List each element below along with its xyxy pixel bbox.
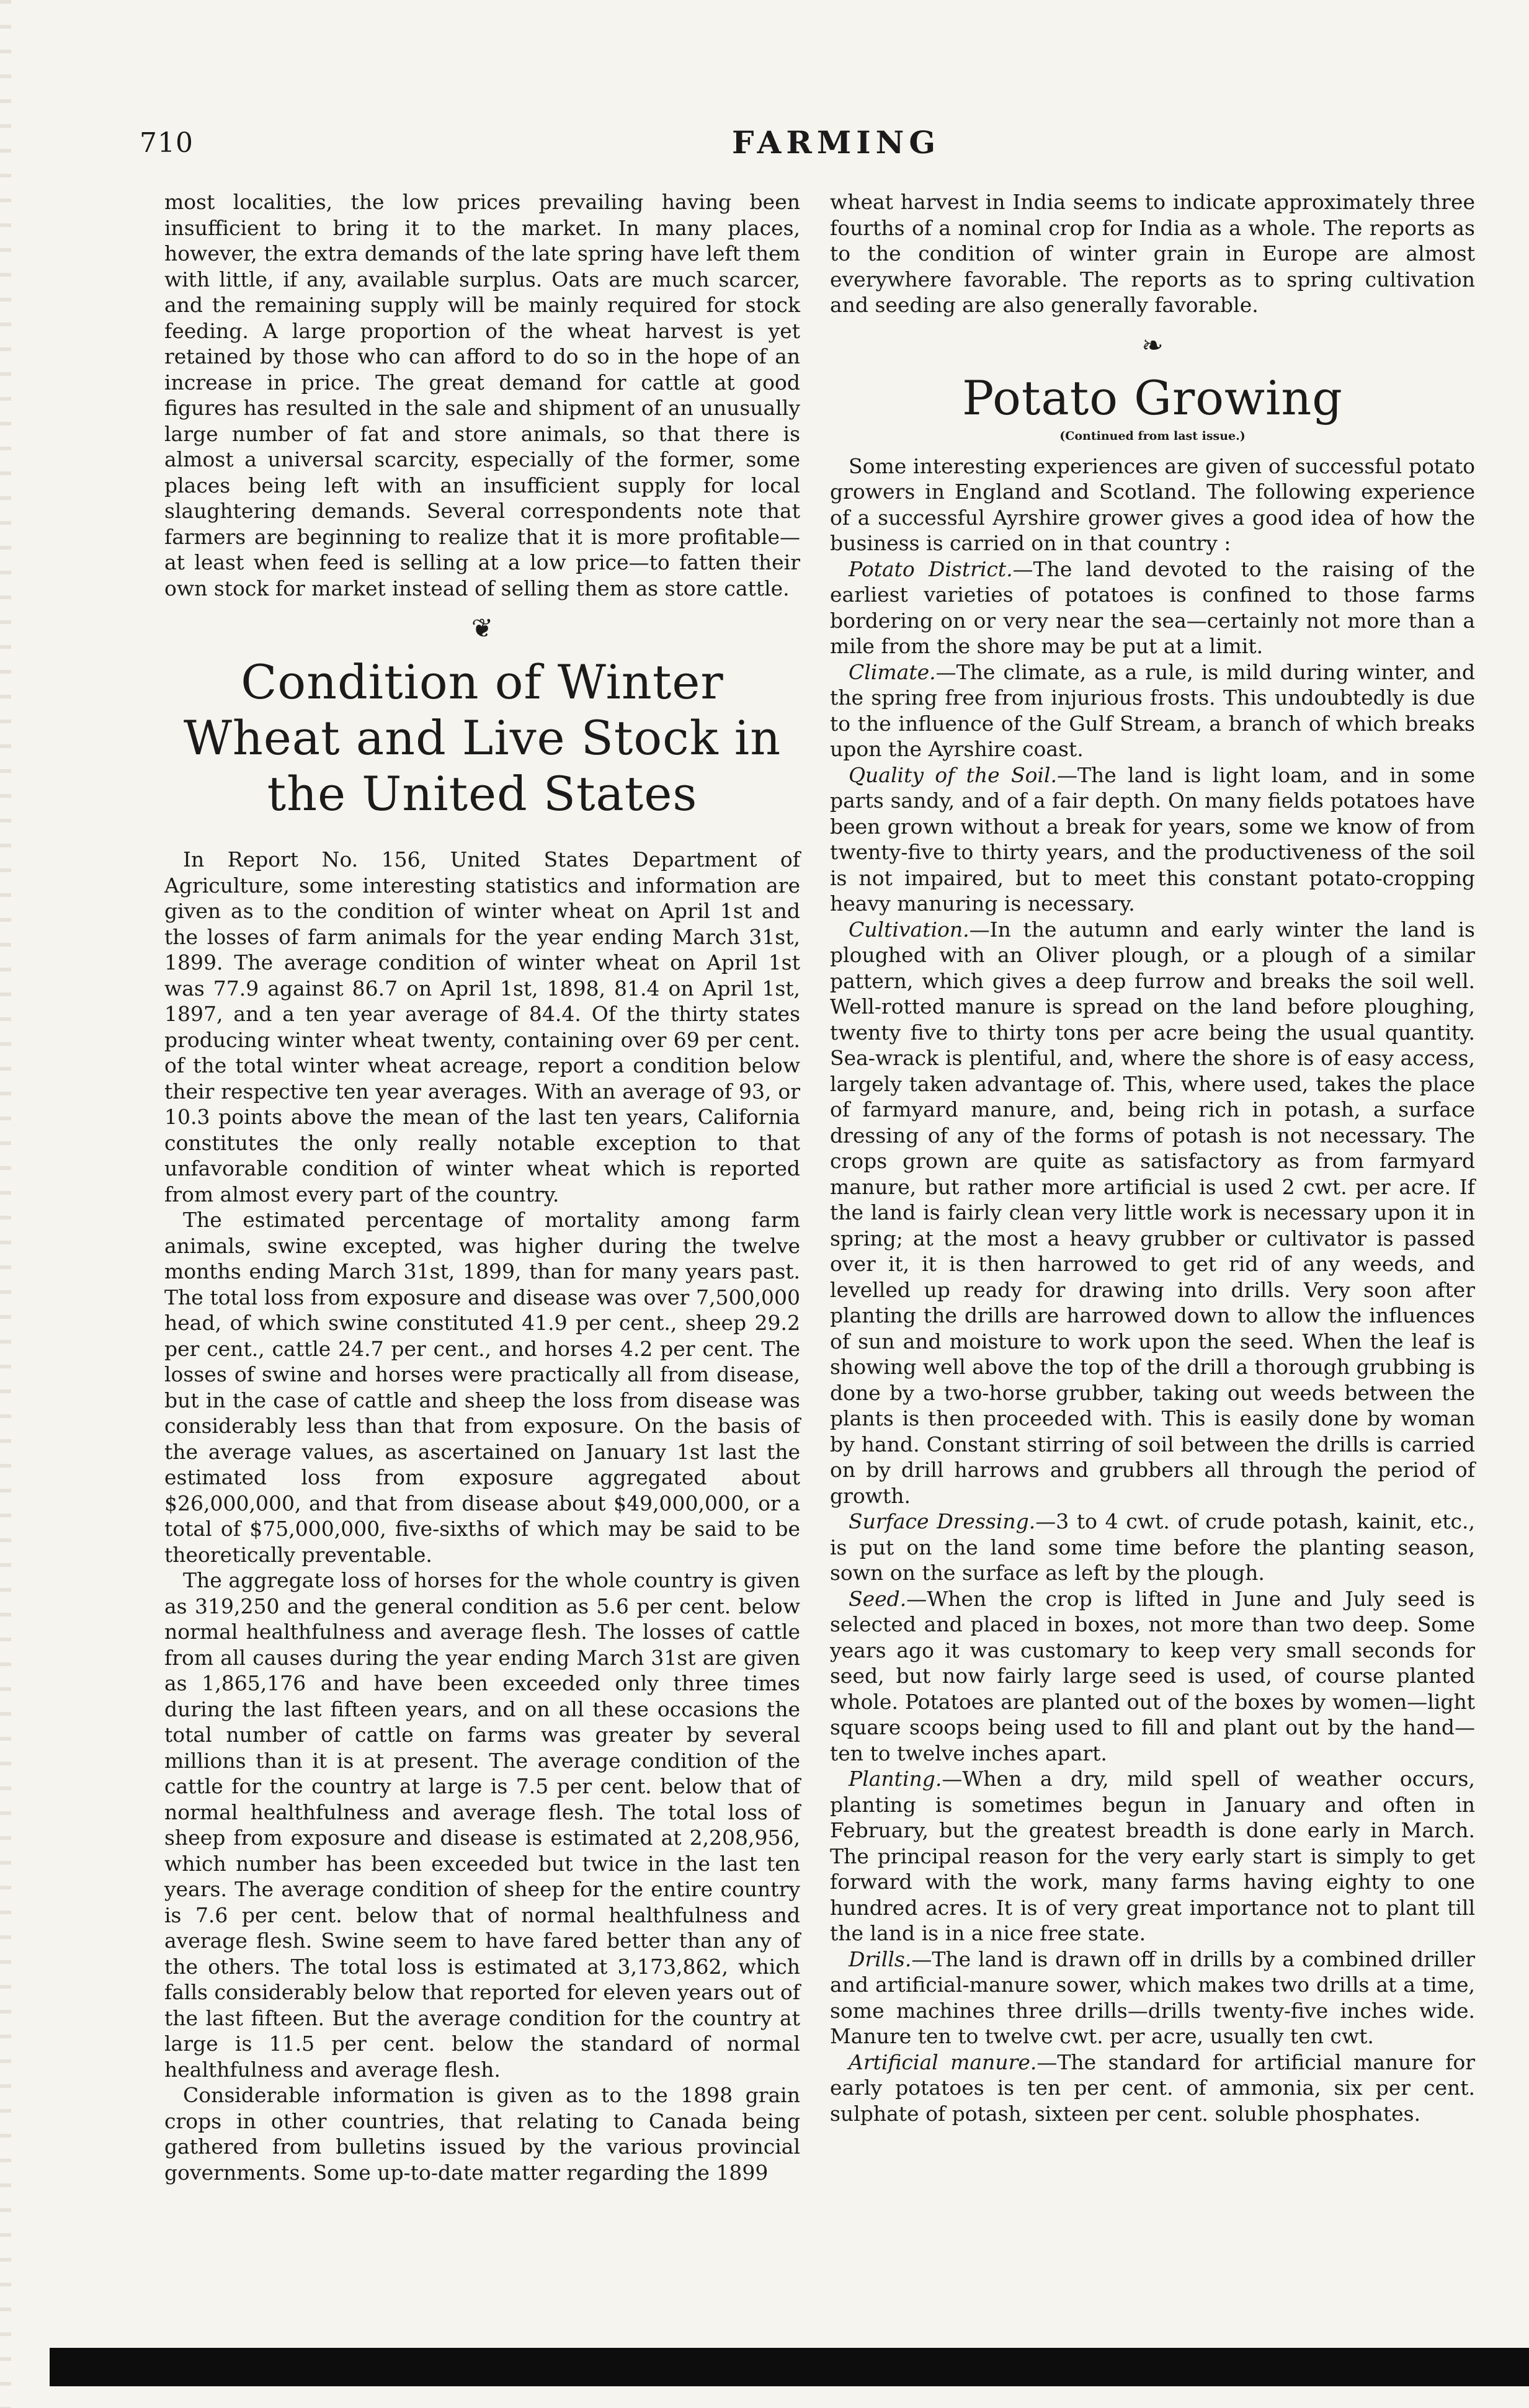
continued-paragraph: wheat harvest in India seems to indicate approximately three fourths of a nominal crop for India as a whole. The reports as to the condition of winter grain in Europe are almost everywhere favorable. The reports as to spring cultivation and seeding are also generally favorable.	[830, 190, 1475, 317]
section-paragraph	[830, 762, 1475, 917]
article-title-potato-growing: Potato Growing	[962, 370, 1343, 426]
body-paragraph: In Report No. 156, United States Department of Agriculture, some interesting statistics and information are given as to the condition of winter wheat on April 1st and the losses of farm animals for the year ending March 31st, 1899. The average condition of winter wheat on April 1st was 77.9 against 86.7 on April 1st, 1898, 81.4 on April 1st, 1897, and a ten year average of 84.4. Of the thirty states producing winter wheat twenty, containing over 69 per cent. of the total winter wheat acreage, report a condition below their respective ten year averages. With an average of 93, or 10.3 points above the mean of the last ten years, California constitutes the only really notable exception to that unfavorable condition of winter wheat which is reported from almost every part of the country.	[164, 847, 800, 1206]
body-paragraph: Considerable information is given as to the 1898 grain crops in other countries, that relating to Canada being gathered from bulletins issued by the various provincial governments. Some up-to-date matter regarding the 1899	[164, 2083, 800, 2185]
section-text: —The land is drawn off in drills by a combined driller and artificial-manure sower, which makes two drills at a time, some machines three drills—drills twenty-five inches wide. Manure ten to twelve cwt. per acre, usually ten cwt.	[830, 1946, 1475, 2048]
section-paragraph	[830, 1586, 1475, 1767]
section-paragraph	[830, 659, 1475, 762]
body-paragraph: The estimated percentage of mortality among farm animals, swine excepted, was higher during the twelve months ending March 31st, 1899, than for many years past. The total loss from exposure and disease was over 7,500,000 head, of which swine constituted 41.9 per cent., sheep 29.2 per cent., cattle 24.7 per cent., and horses 4.2 per cent. The losses of swine and horses were practically all from disease, but in the case of cattle and sheep the loss from disease was considerably less than that from exposure. On the basis of the average values, as ascertained on January 1st last the estimated loss from exposure aggregated about $26,000,000, and that from disease about $49,000,000, or a total of $75,000,000, five-sixths of which may be said to be theoretically preventable.	[164, 1208, 800, 1567]
section-paragraph	[830, 2049, 1475, 2127]
section-paragraph	[830, 917, 1475, 1509]
section-lead: Planting.	[849, 1767, 942, 1791]
section-text: —The land devoted to the raising of the earliest varieties of potatoes is confined to those farms bordering on or very near the sea—certainly not more than a mile from the shore may be put at a limit.	[830, 556, 1476, 658]
section-paragraph	[830, 556, 1475, 659]
page-number: 710	[140, 127, 194, 159]
section-lead: Seed.	[849, 1586, 907, 1611]
right-column	[830, 189, 1475, 2126]
section-text: —The standard for artificial manure for early potatoes is ten per cent. of ammonia, six per cent. sulphate of potash, sixteen per cent. soluble phosphates.	[830, 2049, 1475, 2126]
section-lead: Surface Dressing.	[849, 1509, 1036, 1533]
article-title-winter-wheat: Condition of Winter Wheat and Live Stock in the United States	[183, 654, 782, 821]
body-paragraph: The aggregate loss of horses for the whole country is given as 319,250 and the general condition as 5.6 per cent. below normal healthfulness and average flesh. The losses of cattle from all causes during the year ending March 31st are given as 1,865,176 and have been exceeded only three times during the last fifteen years, and on all these occasions the total number of cattle on farms was greater by several millions than it is at present. The average condition of the cattle for the country at large is 7.5 per cent. below that of normal healthfulness and average flesh. The total loss of sheep from exposure and disease is estimated at 2,208,956, which number has been exceeded but twice in the last ten years. The average condition of sheep for the entire country is 7.6 per cent. below that of normal healthfulness and average flesh. Swine seem to have fared better than any of the others. The total loss is estimated at 3,173,862, which falls considerably below that reported for eleven years out of the last fifteen. But the average condition for the country at large is 11.5 per cent. below the standard of normal healthfulness and average flesh.	[164, 1568, 800, 2082]
section-text: —The land is light loam, and in some parts sandy, and of a fair depth. On many fields potatoes have been grown without a break for years, some we know of from twenty-five to thirty years, and the productiveness of the soil is not impaired, but to meet this constant potato-cropping heavy manuring is necessary.	[830, 762, 1475, 916]
section-lead: Potato District.	[849, 556, 1013, 581]
ornament-icon: ❦	[471, 613, 494, 643]
section-text: —The climate, as a rule, is mild during winter, and the spring free from injurious frosts. This undoubtedly is due to the influence of the Gulf Stream, a branch of which breaks upon the Ayrshire coast.	[830, 659, 1475, 761]
section-text: —3 to 4 cwt. of crude potash, kainit, etc., is put on the land some time before the planting season, sown on the surface as left by the plough.	[830, 1509, 1475, 1585]
scan-footer-band	[50, 2348, 1529, 2386]
section-paragraph	[830, 1946, 1475, 2049]
section-lead: Drills.	[849, 1946, 912, 1971]
section-text: —In the autumn and early winter the land is ploughed with an Oliver plough, or a plough of a similar pattern, which gives a deep furrow and breaks the soil well. Well-rotted manure is spread on the land before ploughing, twenty five to thirty tons per acre being the usual quantity. Sea-wrack is plentiful, and, where the shore is of easy access, largely taken advantage of. This, where used, takes the place of farmyard manure, and, being rich in potash, a surface dressing of any of the forms of potash is not necessary. The crops grown are quite as satisfactory as from farmyard manure, but rather more artificial is used 2 cwt. per acre. If the land is fairly clean very little work is necessary upon it in spring; at the most a heavy grubber or cultivator is passed over it, it is then harrowed to get rid of any weeds, and levelled up ready for drawing into drills. Very soon after planting the drills are harrowed down to allow the influences of sun and moisture to work upon the seed. When the leaf is showing well above the top of the drill a thorough grubbing is done by a two-horse grubber, taking out weeds between the plants is then proceeded with. This is easily done by woman by hand. Constant stirring of soil between the drills is carried on by drill harrows and grubbers all through the period of growth.	[830, 917, 1475, 1508]
running-title: FARMING	[732, 124, 941, 161]
intro-paragraph: Some interesting experiences are given of successful potato growers in England and Scotland. The following experience of a successful Ayrshire grower gives a good idea of how the business is carried on in that country :	[830, 453, 1475, 555]
continued-paragraph: most localities, the low prices prevailing having been insufficient to bring it to the market. In many places, however, the extra demands of the late spring have left them with little, if any, available surplus. Oats are much scarcer, and the remaining supply will be mainly required for stock feeding. A large proportion of the wheat harvest is yet retained by those who can afford to do so in the hope of an increase in price. The great demand for cattle at good figures has resulted in the sale and shipment of an unusually large number of fat and store animals, so that there is almost a universal scarcity, especially of the former, some places being left with an insufficient supply for local slaughtering demands. Several correspondents note that farmers are beginning to realize that it is more profitable—at least when feed is selling at a low price—to fatten their own stock for market instead of selling them as store cattle.	[164, 190, 800, 600]
section-paragraph	[830, 1766, 1475, 1946]
scan-edge-specks	[0, 0, 11, 2408]
section-lead: Artificial manure.	[849, 2049, 1037, 2074]
left-column	[164, 189, 800, 2185]
continued-note: (Continued from last issue.)	[1059, 429, 1246, 443]
section-lead: Climate.	[849, 659, 936, 684]
section-text: —When a dry, mild spell of weather occurs, planting is sometimes begun in January and often in February, but the greatest breadth is done early in March. The principal reason for the very early start is simply to get forward with the work, many farms having eighty to one hundred acres. It is of very great importance not to plant till the land is in a nice free state.	[830, 1767, 1475, 1945]
section-lead: Quality of the Soil.	[849, 762, 1058, 787]
ornament-icon: ❧	[1141, 329, 1164, 360]
section-text: —When the crop is lifted in June and July seed is selected and placed in boxes, not more than two deep. Some years ago it was customary to keep very small seconds for seed, but now fairly large seed is used, of course planted whole. Potatoes are planted out of the boxes by women—light square scoops being used to fill and plant out by the hand—ten to twelve inches apart.	[830, 1586, 1475, 1765]
section-paragraph	[830, 1509, 1475, 1586]
section-lead: Cultivation.	[849, 917, 970, 942]
